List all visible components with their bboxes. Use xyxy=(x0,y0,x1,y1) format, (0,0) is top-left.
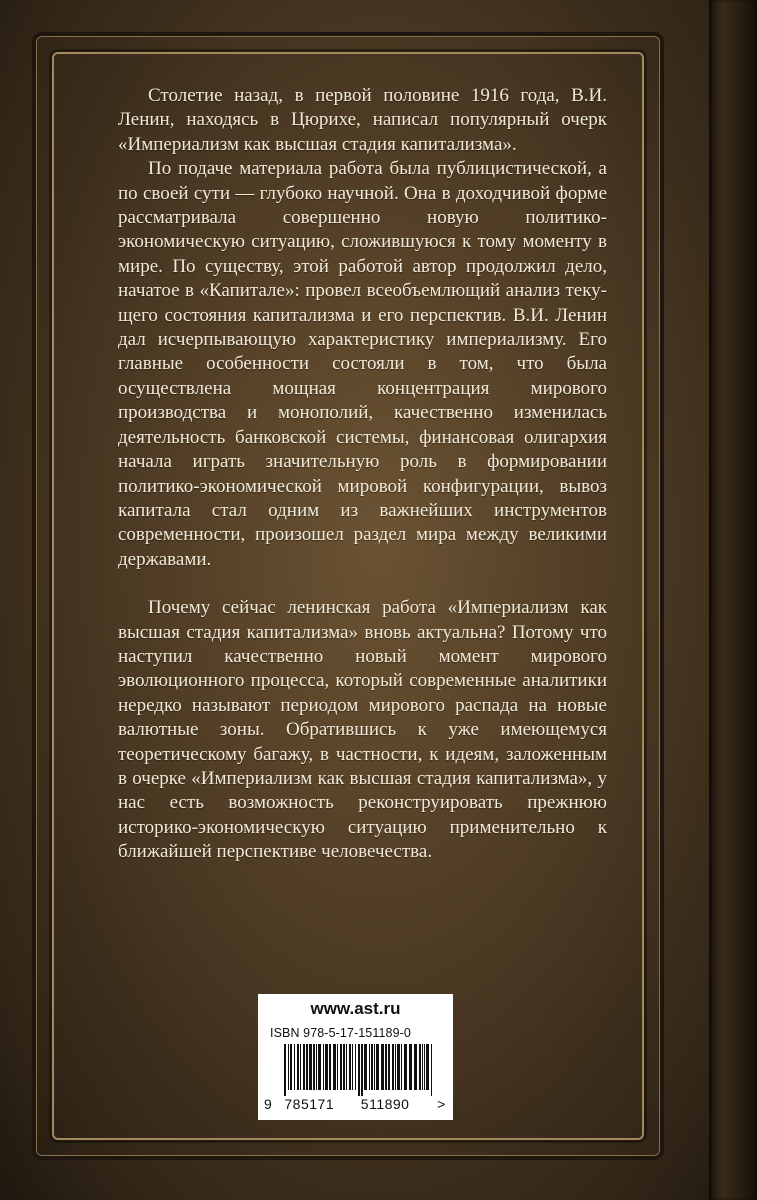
barcode-bar xyxy=(337,1044,338,1090)
barcode-bar xyxy=(313,1044,315,1090)
barcode-bar xyxy=(352,1044,353,1090)
barcode-bar xyxy=(316,1044,317,1090)
barcode-bar xyxy=(392,1044,394,1090)
barcode-bar xyxy=(422,1044,423,1090)
barcode-bar xyxy=(329,1044,331,1090)
barcode-bar xyxy=(300,1044,301,1090)
barcode-bar xyxy=(318,1044,321,1090)
barcode-bar xyxy=(358,1044,360,1096)
annotation-text xyxy=(118,84,607,865)
barcode-bar xyxy=(371,1044,373,1090)
barcode-bar xyxy=(401,1044,402,1090)
barcode-bar xyxy=(397,1044,400,1090)
barcode-digits-right: 511890 xyxy=(360,1096,410,1112)
barcode-bar xyxy=(374,1044,375,1090)
barcode-bar xyxy=(426,1044,429,1090)
book-spine xyxy=(709,0,757,1200)
barcode-bar xyxy=(349,1044,351,1090)
barcode-bar xyxy=(297,1044,299,1090)
barcode-bar xyxy=(376,1044,379,1090)
barcode-bar xyxy=(361,1044,363,1096)
paragraph-relevance: Почему сейчас ленинская работа «Империализм как высшая стадия капитализма» вновь актуальна? Потому что наступил качественно новый момент мирового эволюционного процесса, который современные аналитики нередко называют периодом мирового распада на новые валютные зоны. Обратившись к уже имеющемуся теоретическому багажу, в частности, к идеям, заложенным в очерке «Империализм как высшая стадия капитализма», у нас есть возможность реконструировать прежнюю историко-экономическую ситуацию применительно к ближайшей перспективе человечества. xyxy=(118,597,607,863)
barcode-bar xyxy=(414,1044,417,1090)
barcode-bar xyxy=(369,1044,370,1090)
barcode-bar xyxy=(364,1044,367,1090)
barcode-bar xyxy=(404,1044,407,1090)
barcode-bar xyxy=(355,1044,356,1090)
barcode-bar xyxy=(333,1044,336,1090)
barcode-bar xyxy=(431,1044,432,1096)
barcode-digit-lead: 9 xyxy=(264,1096,273,1112)
barcode-bar xyxy=(288,1044,289,1090)
paragraph-intro: Столетие назад, в первой половине 1916 года, В.И. Ленин, находясь в Цюрихе, написал популярный очерк «Империализм как высшая стадия капитализма». xyxy=(118,85,607,155)
barcode-quiet-marker: > xyxy=(437,1096,446,1112)
barcode-bar xyxy=(388,1044,390,1090)
paragraph-analysis: По подаче материала работа была публицистической, а по своей сути — глубоко научной. Она в доходчивой форме рассматривала совершенно новую политико-экономическую ситуацию, сложившуюся к тому моменту в мире. По существу, этой работой автор продолжил дело, начатое в «Капитале»: провел всеобъемлющий анализ текущего состояния капитализма и его перспектив. В.И. Ленин дал исчерпывающую характеристику империализму. Его главные особенности состояли в том, что была осуществлена мощная концентрация мирового производства и монополий, качественно изменилась деятельность банковской системы, финансовая олигархия начала играть значительную роль в формировании политико-экономической мировой конфигурации, вывоз капитала стал одним из важнейших инструментов современности, произошел раздел мира между великими державами. xyxy=(118,158,607,570)
barcode-bar xyxy=(290,1044,292,1090)
barcode-bar xyxy=(294,1044,295,1090)
barcode-bar xyxy=(303,1044,305,1090)
barcode-bar xyxy=(306,1044,308,1090)
barcode xyxy=(284,1044,434,1096)
barcode-bar xyxy=(419,1044,421,1090)
barcode-bar xyxy=(284,1044,286,1096)
barcode-bar xyxy=(309,1044,312,1090)
barcode-bar xyxy=(325,1044,328,1090)
isbn-barcode-block xyxy=(258,994,453,1120)
barcode-digits-left: 785171 xyxy=(284,1096,335,1112)
barcode-bar xyxy=(381,1044,384,1090)
isbn-number: ISBN 978-5-17-151189-0 xyxy=(270,1026,411,1040)
publisher-website: www.ast.ru xyxy=(310,999,401,1018)
barcode-bar xyxy=(424,1044,425,1090)
barcode-bar xyxy=(409,1044,412,1090)
barcode-digits xyxy=(264,1096,449,1112)
barcode-bar xyxy=(323,1044,324,1090)
barcode-bar xyxy=(385,1044,387,1090)
barcode-bar xyxy=(343,1044,345,1090)
barcode-bar xyxy=(395,1044,396,1090)
barcode-bar xyxy=(346,1044,347,1090)
barcode-bar xyxy=(340,1044,342,1090)
